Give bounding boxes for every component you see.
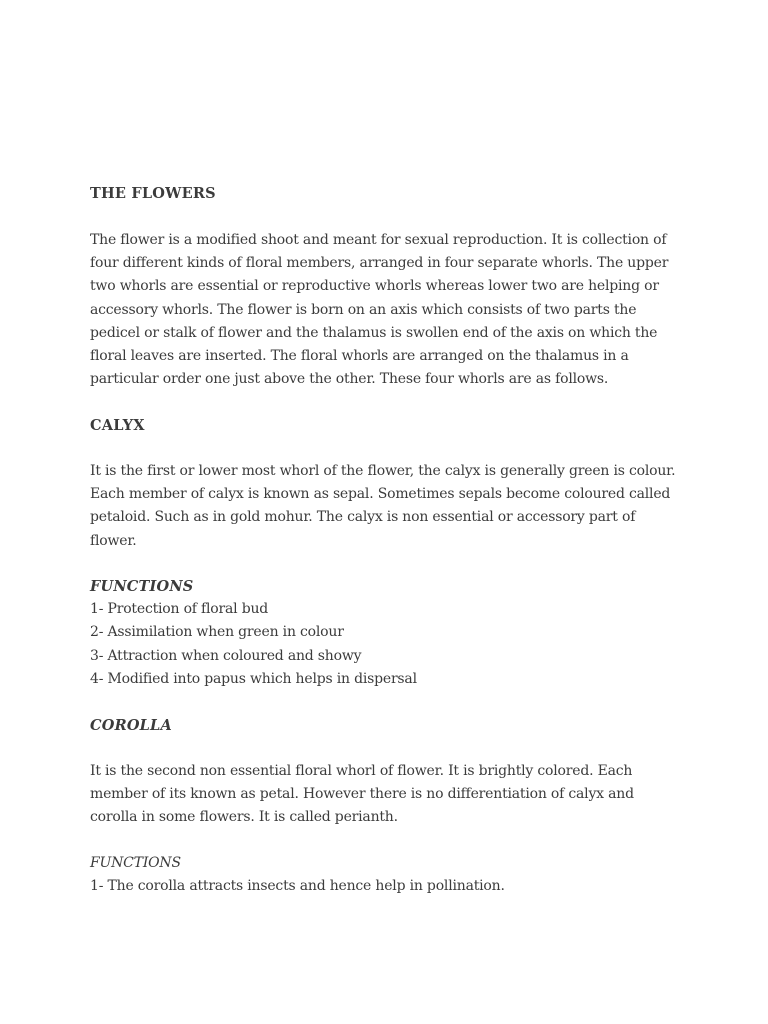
calyx-line: flower. [90, 532, 137, 549]
corolla-line: member of its known as petal. However there is no differentiation of calyx and [90, 786, 634, 803]
corolla-function-item: 1- The corolla attracts insects and hence help in pollination. [90, 878, 505, 895]
calyx-function-item: 4- Modified into papus which helps in dispersal [90, 670, 417, 687]
intro-paragraph [90, 229, 680, 391]
intro-line: particular order one just above the other. These four whorls are as follows. [90, 371, 609, 388]
calyx-paragraph [90, 460, 680, 553]
intro-line: pedicel or stalk of flower and the thalamus is swollen end of the axis on which the [90, 324, 658, 341]
intro-line: accessory whorls. The flower is born on an axis which consists of two parts the [90, 301, 637, 318]
document-title: THE FLOWERS [90, 185, 216, 202]
calyx-functions [90, 575, 680, 691]
calyx-heading: CALYX [90, 417, 145, 434]
intro-line: two whorls are essential or reproductive whorls whereas lower two are helping or [90, 278, 659, 295]
calyx-function-item: 3- Attraction when coloured and showy [90, 647, 362, 664]
intro-line: four different kinds of floral members, arranged in four separate whorls. The upper [90, 255, 669, 272]
corolla-functions-heading: FUNCTIONS [90, 855, 181, 871]
intro-line: floral leaves are inserted. The floral whorls are arranged on the thalamus in a [90, 348, 629, 365]
corolla-line: corolla in some flowers. It is called perianth. [90, 809, 398, 826]
corolla-paragraph [90, 760, 680, 830]
calyx-line: It is the first or lower most whorl of the flower, the calyx is generally green is colour. [90, 463, 676, 479]
calyx-function-item: 1- Protection of floral bud [90, 601, 269, 618]
corolla-line: It is the second non essential floral whorl of flower. It is brightly colored. Each [90, 763, 633, 779]
corolla-functions [90, 852, 680, 898]
calyx-line: petaloid. Such as in gold mohur. The calyx is non essential or accessory part of [90, 509, 636, 526]
calyx-line: Each member of calyx is known as sepal. Sometimes sepals become coloured called [90, 486, 671, 503]
calyx-functions-heading: FUNCTIONS [90, 578, 194, 595]
intro-line: The flower is a modified shoot and meant for sexual reproduction. It is collection of [90, 232, 667, 248]
corolla-heading: COROLLA [90, 717, 172, 734]
calyx-function-item: 2- Assimilation when green in colour [90, 624, 344, 641]
